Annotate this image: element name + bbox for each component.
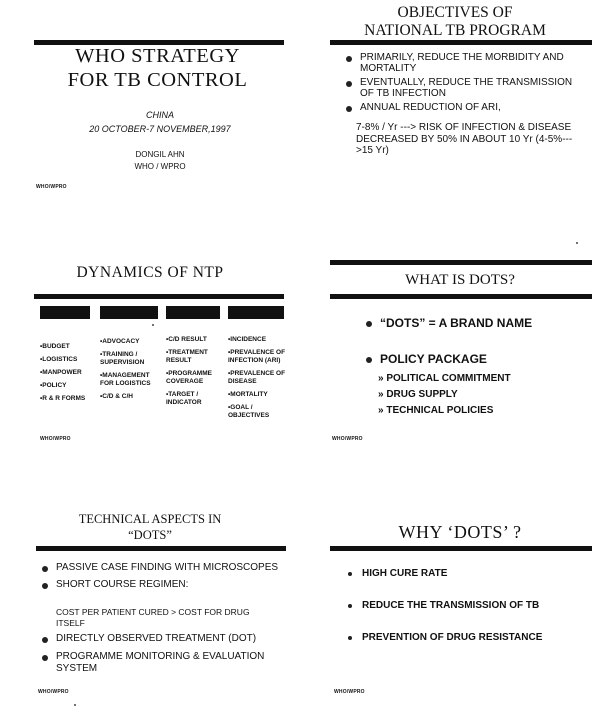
slide-title-line1: TECHNICAL ASPECTS IN	[78, 512, 222, 526]
slide-title: DYNAMICS OF NTP	[76, 264, 224, 281]
list-item: DIRECTLY OBSERVED TREATMENT (DOT)	[40, 633, 286, 645]
list-item: HIGH CURE RATE	[346, 568, 596, 580]
bullet-icon	[348, 604, 352, 608]
policy-subitems	[378, 371, 578, 419]
list-item: PRIMARILY, REDUCE THE MORBIDITY AND MORTALITY	[344, 52, 584, 74]
objectives-list	[344, 52, 584, 113]
list-item: » DRUG SUPPLY	[378, 389, 458, 400]
slide-what-is-dots	[300, 238, 600, 475]
title-rule	[330, 40, 592, 45]
footer-who-wpro: WHO/WPRO	[38, 689, 69, 695]
list-item: •PROGRAMME COVERAGE	[166, 370, 212, 385]
slide-title-line2: NATIONAL TB PROGRAM	[364, 22, 546, 39]
technical-list-continued	[40, 633, 286, 675]
column-header-bar	[100, 306, 158, 319]
column-process	[100, 338, 162, 406]
slide-who-strategy	[0, 0, 300, 237]
slide-title: WHY ‘DOTS’ ?	[398, 522, 522, 542]
list-item: PROGRAMME MONITORING & EVALUATION SYSTEM	[40, 651, 286, 675]
presenter-affiliation: WHO / WPRO	[134, 162, 186, 171]
bullet-icon	[346, 106, 352, 112]
column-header-bar	[228, 306, 284, 319]
list-item: •LOGISTICS	[40, 356, 78, 363]
list-item: PASSIVE CASE FINDING WITH MICROSCOPES	[40, 562, 286, 574]
list-item: PREVENTION OF DRUG RESISTANCE	[346, 632, 596, 644]
list-item: •TRAINING / SUPERVISION	[100, 351, 145, 366]
list-item: EVENTUALLY, REDUCE THE TRANSMISSION OF TB INFECTION	[344, 77, 584, 99]
speck	[152, 324, 154, 326]
list-item: •C/D & C/H	[100, 393, 133, 400]
column-impact	[228, 336, 288, 425]
list-item: ANNUAL REDUCTION OF ARI,	[344, 102, 584, 113]
bullet-icon	[42, 566, 48, 572]
dates: 20 OCTOBER-7 NOVEMBER,1997	[89, 124, 231, 134]
list-item: » TECHNICAL POLICIES	[378, 405, 494, 416]
list-item: •C/D RESULT	[166, 336, 207, 343]
footer-who-wpro: WHO/WPRO	[332, 436, 363, 442]
bullet-icon	[346, 81, 352, 87]
list-item: •INCIDENCE	[228, 336, 267, 343]
bullet-icon	[348, 572, 352, 576]
list-item: •GOAL / OBJECTIVES	[228, 404, 270, 419]
column-header-bar	[166, 306, 220, 319]
footer-who-wpro: WHO/WPRO	[334, 689, 365, 695]
list-item: •R & R FORMS	[40, 395, 86, 402]
slide-technical-aspects	[0, 476, 300, 713]
bullet-icon	[42, 583, 48, 589]
bullet-icon	[42, 637, 48, 643]
speck	[576, 242, 578, 244]
slide-dynamics-ntp	[0, 238, 300, 475]
list-item: “DOTS” = A BRAND NAME	[364, 316, 584, 330]
list-item: •POLICY	[40, 382, 67, 389]
slide-why-dots	[300, 476, 600, 713]
why-dots-list	[346, 568, 596, 644]
title-rule	[34, 294, 284, 299]
bullet-icon	[42, 655, 48, 661]
presenter-name: DONGIL AHN	[135, 150, 185, 159]
location: CHINA	[145, 110, 174, 120]
speck	[74, 704, 76, 706]
list-item: REDUCE THE TRANSMISSION OF TB	[346, 600, 596, 612]
bullet-icon	[366, 357, 372, 363]
technical-list	[40, 562, 286, 591]
slide-title-line1: OBJECTIVES OF	[397, 4, 513, 21]
list-item: SHORT COURSE REGIMEN:	[40, 579, 286, 591]
bullet-icon	[366, 321, 372, 327]
footer-who-wpro: WHO/WPRO	[36, 184, 67, 190]
list-item: •PREVALENCE OF DISEASE	[228, 370, 286, 385]
title-rule	[36, 546, 286, 551]
slide-objectives	[300, 0, 600, 237]
slide-title-line2: “DOTS”	[128, 528, 172, 542]
title-rule	[330, 260, 592, 265]
column-header-bar	[40, 306, 90, 319]
list-item: » POLITICAL COMMITMENT	[378, 373, 511, 384]
list-item: •PREVALENCE OF INFECTION (ARI)	[228, 349, 286, 364]
bullet-icon	[348, 636, 352, 640]
slide-title: WHAT IS DOTS?	[405, 272, 515, 288]
column-inputs	[40, 341, 96, 406]
list-item: •ADVOCACY	[100, 338, 140, 345]
title-rule	[330, 294, 592, 299]
list-item: •MANPOWER	[40, 369, 82, 376]
footer-who-wpro: WHO/WPRO	[40, 436, 71, 442]
list-item: POLICY PACKAGE	[364, 352, 584, 366]
bullet-icon	[346, 56, 352, 62]
ari-continuation: 7-8% / Yr ---> RISK OF INFECTION & DISEASE DECREASED BY 50% IN ABOUT 10 Yr (4-5%--->15 Yr)	[356, 122, 573, 156]
list-item: •MANAGEMENT FOR LOGISTICS	[100, 372, 151, 387]
regimen-note: COST PER PATIENT CURED > COST FOR DRUG ITSELF	[56, 607, 250, 628]
title-rule	[330, 546, 592, 551]
list-item: •TARGET / INDICATOR	[166, 391, 202, 406]
list-item: •BUDGET	[40, 343, 70, 350]
dots-list	[364, 316, 584, 366]
column-output	[166, 336, 224, 412]
list-item: •TREATMENT RESULT	[166, 349, 208, 364]
list-item: •MORTALITY	[228, 391, 268, 398]
slide-title: WHO STRATEGY FOR TB CONTROL	[67, 45, 248, 91]
